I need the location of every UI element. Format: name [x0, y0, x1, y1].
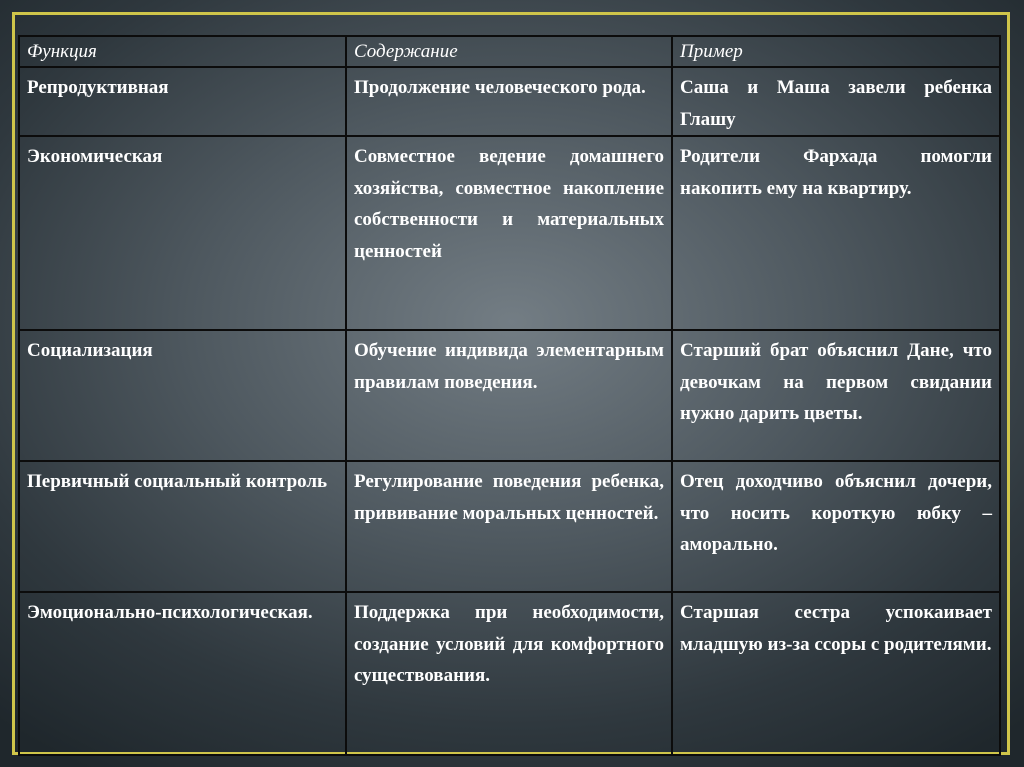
cell-example: Старший брат объяснил Дане, что девочкам на первом свидании нужно дарить цветы. — [672, 330, 1000, 461]
table-row — [19, 67, 1000, 136]
cell-content: Продолжение человеческого рода. — [346, 67, 672, 136]
cell-function: Эмоционально-психологическая. — [19, 592, 346, 755]
cell-content: Совместное ведение домашнего хозяйства, совместное накопление собственности и материальных ценностей — [346, 136, 672, 330]
table-row — [19, 136, 1000, 330]
cell-function: Первичный социальный контроль — [19, 461, 346, 592]
cell-content: Поддержка при необходимости, создание условий для комфортного существования. — [346, 592, 672, 755]
cell-example: Отец доходчиво объяснил дочери, что носить короткую юбку – аморально. — [672, 461, 1000, 592]
cell-example: Старшая сестра успокаивает младшую из-за ссоры с родителями. — [672, 592, 1000, 755]
cell-example: Родители Фархада помогли накопить ему на квартиру. — [672, 136, 1000, 330]
table-row — [19, 592, 1000, 755]
cell-content: Обучение индивида элементарным правилам поведения. — [346, 330, 672, 461]
cell-content: Регулирование поведения ребенка, прививание моральных ценностей. — [346, 461, 672, 592]
header-content: Содержание — [346, 36, 672, 67]
cell-function: Репродуктивная — [19, 67, 346, 136]
table-header-row — [19, 36, 1000, 67]
header-example: Пример — [672, 36, 1000, 67]
table-row — [19, 330, 1000, 461]
cell-example: Саша и Маша завели ребенка Глашу — [672, 67, 1000, 136]
family-functions-table — [18, 35, 1001, 756]
cell-function: Социализация — [19, 330, 346, 461]
table-row — [19, 461, 1000, 592]
cell-function: Экономическая — [19, 136, 346, 330]
header-function: Функция — [19, 36, 346, 67]
